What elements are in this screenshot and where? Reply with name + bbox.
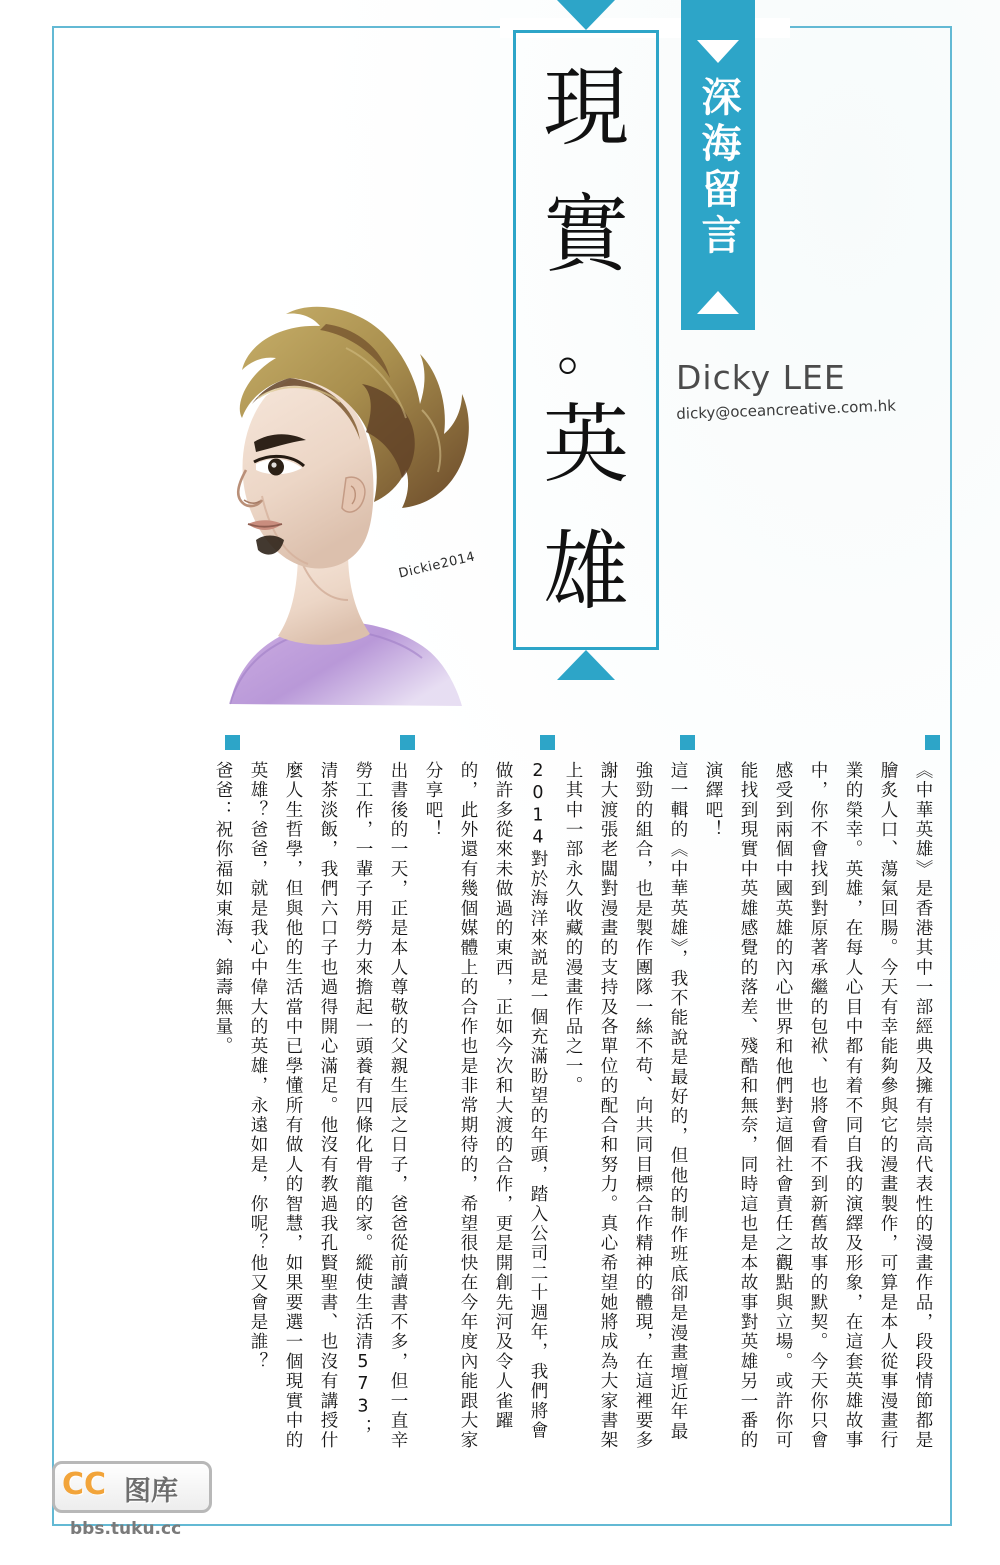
- chevron-up-icon: [697, 291, 739, 314]
- title-char: 英: [543, 394, 629, 495]
- paragraph-marker: [540, 735, 555, 750]
- watermark-url: bbs.tuku.cc: [70, 1519, 182, 1539]
- paragraph-text: 這一輯的《中華英雄》，我不能說是最好的，但他的制作班底卻是漫畫壇近年最強勁的組合，也是製作團隊一絲不苟、向共同目標合作精神的體現，在這裡要多謝大渡張老闆對漫畫的支持及各單位的配合和努力。真心希望她將成為大家書架上其中一部永久收藏的漫畫作品之一。: [563, 761, 688, 1451]
- paragraph-text: 《中華英雄》是香港其中一部經典及擁有崇高代表性的漫畫作品，段段情節都是膾炙人口、蕩氣回腸。今天有幸能夠參與它的漫畫製作，可算是本人從事漫畫行業的榮幸。英雄，在每人心目中都有着不同自我的演繹及形象，在這套英雄故事中，你不會找到對原著承繼的包袱、也將會看不到新舊故事的默契。今天你只會感受到兩個中國英雄的內心世界和他們對這個社會責任之觀點與立場。或許你可能找到現實中英雄感覺的落差、殘酷和無奈，同時這也是本故事對英雄另一番的演繹吧！: [703, 761, 933, 1451]
- title-arrow-bottom-icon: [557, 650, 615, 680]
- watermark: [40, 1461, 250, 1547]
- title-char: 實: [543, 185, 629, 286]
- title-char: 雄: [543, 522, 629, 623]
- paragraph: [205, 735, 240, 1057]
- paragraph-marker: [680, 735, 695, 750]
- character-illustration: [170, 300, 500, 710]
- paragraph: [695, 735, 940, 1451]
- paragraph-text: 爸爸：祝你福如東海、錦壽無量。: [213, 761, 233, 1057]
- paragraph: [240, 735, 415, 1451]
- artist-signature: Dickie2014: [397, 549, 477, 582]
- author-email: dicky@oceancreative.com.hk: [676, 396, 897, 423]
- paragraph-marker: [925, 735, 940, 750]
- watermark-tuku-text: 图库: [124, 1476, 178, 1507]
- paragraph: [555, 735, 695, 1451]
- author-block: [676, 358, 976, 423]
- masthead-column: [681, 0, 755, 330]
- title-char: 。: [556, 314, 615, 383]
- author-name: Dicky LEE: [676, 358, 846, 397]
- article-body: [70, 735, 940, 1455]
- paragraph-marker: [225, 735, 240, 750]
- title-characters: [513, 30, 659, 650]
- paragraph-marker: [400, 735, 415, 750]
- title-char: 現: [543, 57, 629, 158]
- paragraph-text: 2014對於海洋來説是一個充滿盼望的年頭，踏入公司二十週年，我們將會做許多從來未做過的東西，正如今次和大渡的合作，更是開創先河及令人雀躍的，此外還有幾個媒體上的合作也是非常期待的，希望很快在今年度內能跟大家分享吧！: [423, 761, 548, 1451]
- chevron-down-icon: [697, 40, 739, 63]
- title-arrow-top-icon: [557, 0, 615, 30]
- paragraph-text: 出書後的一天，正是本人尊敬的父親生辰之日子，爸爸從前讀書不多，但一直辛勞工作，一輩子用勞力來擔起一頭養有四條化骨龍的家。縱使生活清573；清茶淡飯，我們六口子也過得開心滿足。他沒有教過我孔賢聖書、也沒有講授什麼人生哲學，但與他的生活當中已學懂所有做人的智慧，如果要選一個現實中的英雄？爸爸，就是我心中偉大的英雄，永遠如是，你呢？他又會是誰？: [248, 761, 408, 1451]
- watermark-cc-text: CC: [62, 1467, 107, 1502]
- paragraph: [415, 735, 555, 1451]
- masthead-label: 深海留言: [695, 76, 741, 260]
- article-title: [513, 0, 659, 700]
